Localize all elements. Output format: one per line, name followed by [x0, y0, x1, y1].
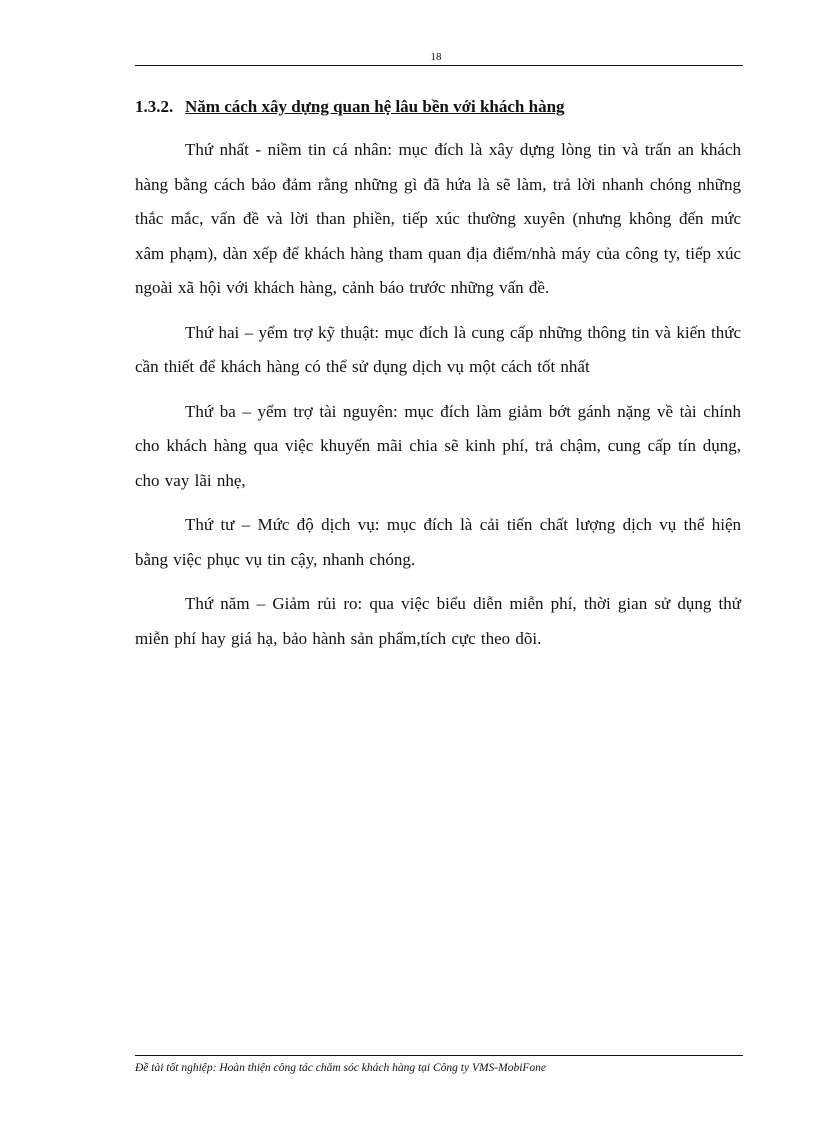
header-rule: [135, 65, 743, 66]
footer-text: Đề tài tốt nghiệp: Hoàn thiện công tác chăm sóc khách hàng tại Công ty VMS-MobiFone: [135, 1062, 547, 1074]
section-title: Năm cách xây dựng quan hệ lâu bền với khách hàng: [185, 97, 565, 116]
section-heading: [135, 92, 741, 122]
paragraph-3: Thứ ba – yểm trợ tài nguyên: mục đích làm giảm bớt gánh nặng về tài chính cho khách hàng qua việc khuyến mãi chia sẽ kinh phí, trả chậm, cung cấp tín dụng, cho vay lãi nhẹ,: [135, 401, 741, 490]
section-number: 1.3.2.: [135, 97, 174, 116]
page-content: [135, 92, 741, 666]
paragraph-1: Thứ nhất - niềm tin cá nhân: mục đích là xây dựng lòng tin và trấn an khách hàng bằng cách bảo đảm rằng những gì đã hứa là sẽ làm, trả lời nhanh chóng những thắc mắc, vấn đề và lời than phiền, tiếp xúc thường xuyên (nhưng không đến mức xâm phạm), dàn xếp để khách hàng tham quan địa điểm/nhà máy của công ty, tiếp xúc ngoài xã hội với khách hàng, cảnh báo trước những vấn đề.: [135, 140, 741, 297]
paragraph-2: Thứ hai – yểm trợ kỹ thuật: mục đích là cung cấp những thông tin và kiến thức cần thiết để khách hàng có thể sử dụng dịch vụ một cách tốt nhất: [135, 322, 741, 376]
paragraph-4: Thứ tư – Mức độ dịch vụ: mục đích là cải tiến chất lượng dịch vụ thể hiện bằng việc phục vụ tin cậy, nhanh chóng.: [135, 515, 741, 569]
page-number: 18: [430, 51, 442, 63]
paragraph-5: Thứ năm – Giảm rủi ro: qua việc biểu diễn miễn phí, thời gian sử dụng thử miễn phí hay giá hạ, bảo hành sản phẩm,tích cực theo dõi.: [135, 594, 741, 648]
footer-rule: [135, 1055, 743, 1056]
